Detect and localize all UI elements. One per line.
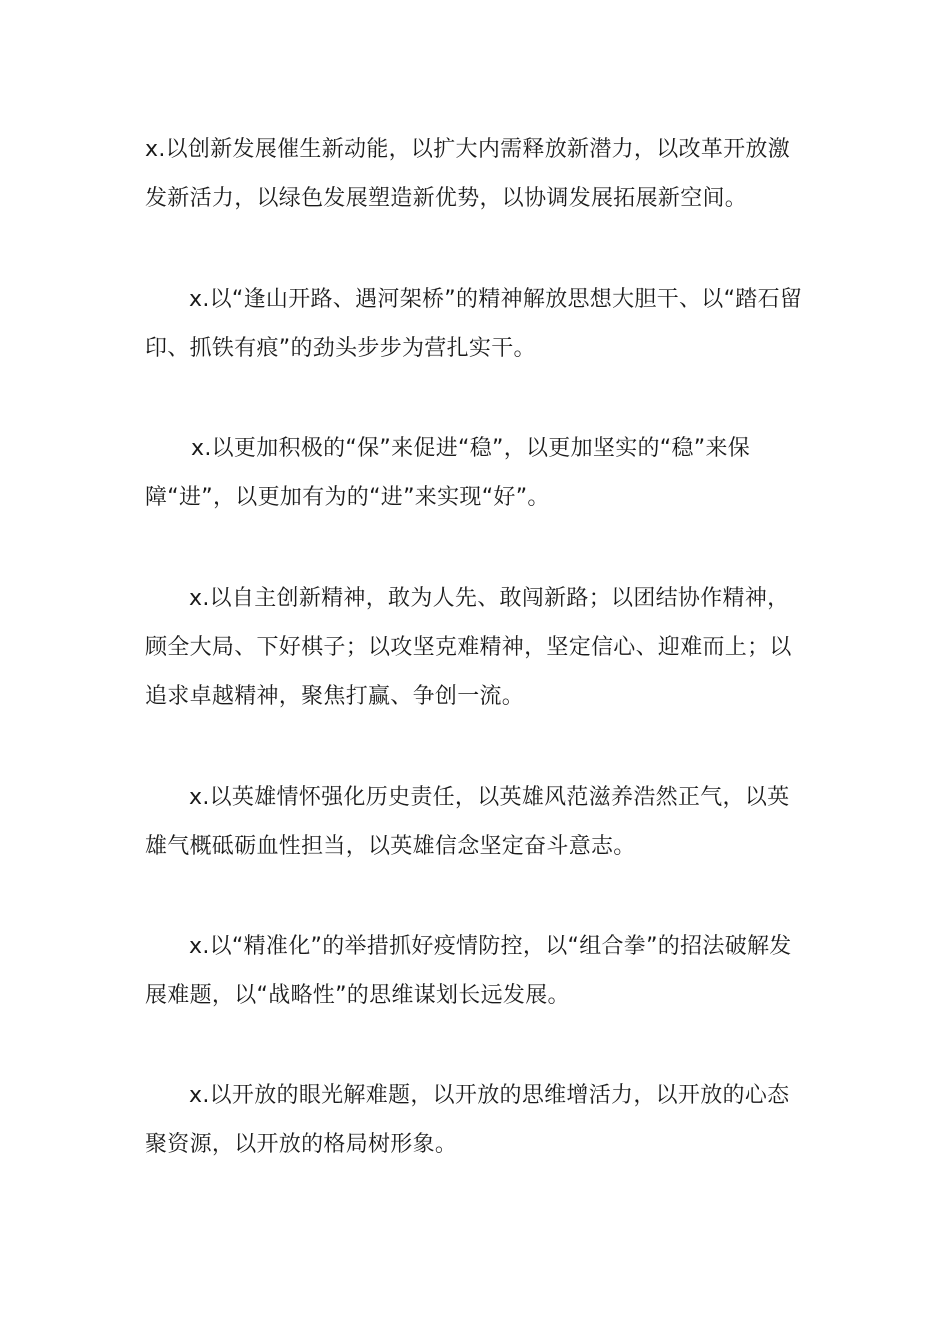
paragraph-1: x.以创新发展催生新动能，以扩大内需释放新潜力，以改革开放激发新活力，以绿色发展塑造新优势，以协调发展拓展新空间。 xyxy=(145,137,791,211)
paragraph-5: x.以英雄情怀强化历史责任，以英雄风范滋养浩然正气，以英雄气概砥砺血性担当，以英雄信念坚定奋斗意志。 xyxy=(145,785,790,859)
paragraph-4: x.以自主创新精神，敢为人先、敢闯新路；以团结协作精神，顾全大局、下好棋子；以攻坚克难精神，坚定信心、迎难而上；以追求卓越精神，聚焦打赢、争创一流。 xyxy=(145,586,792,709)
paragraph-2: x.以“逢山开路、遇河架桥”的精神解放思想大胆干、以“踏石留印、抓铁有痕”的劲头步步为营扎实干。 xyxy=(145,287,803,361)
paragraph-3: x.以更加积极的“保”来促进“稳”，以更加坚实的“稳”来保障“进”，以更加有为的“进”来实现“好”。 xyxy=(145,436,751,510)
paragraph-7: x.以开放的眼光解难题，以开放的思维增活力，以开放的心态聚资源，以开放的格局树形象。 xyxy=(145,1083,790,1157)
paragraph-6: x.以“精准化”的举措抓好疫情防控，以“组合拳”的招法破解发展难题，以“战略性”的思维谋划长远发展。 xyxy=(145,934,792,1008)
